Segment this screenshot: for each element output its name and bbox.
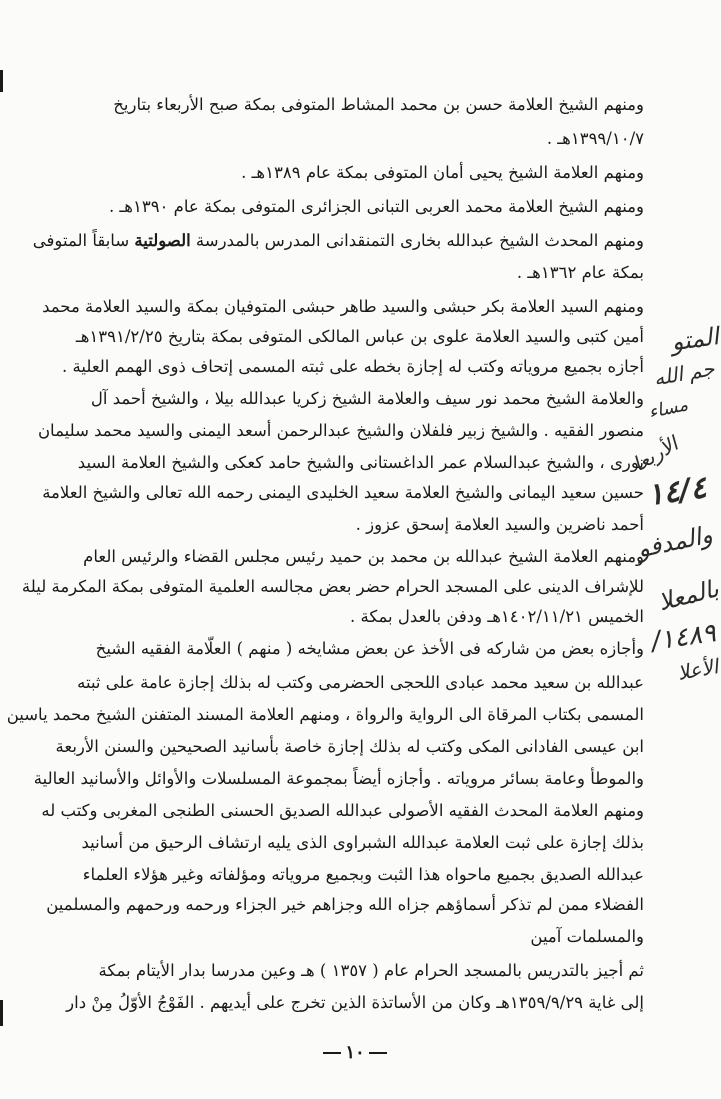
text-line: ومنهم العلامة المحدث الفقيه الأصولى عبدالله الصديق الحسنى الطنجى المغربى وكتب له xyxy=(41,801,644,820)
text-line: وأجازه بعض من شاركه فى الأخذ عن بعض مشايخه ( منهم ) العلّامة الفقيه الشيخ xyxy=(95,639,644,658)
text-line: ومنهم المحدث الشيخ عبدالله بخارى التمنقدانى المدرس بالمدرسة الصولتية سابقاً المتوفى xyxy=(32,231,644,250)
text-line: حسين سعيد اليمانى والشيخ العلامة سعيد الخليدى اليمنى رحمه الله تعالى والشيخ العلامة xyxy=(42,483,644,502)
text-line: للإشراف الدينى على المسجد الحرام حضر بعض مجالسه العلمية المتوفى بمكة المكرمة ليلة xyxy=(21,577,644,596)
text-line: المسمى بكتاب المرقاة الى الرواية والرواة ، ومنهم العلامة المسند المتفنن الشيخ محمد ياسين xyxy=(6,705,644,724)
handwritten-margin-note: جم الله xyxy=(651,356,717,391)
text-line: بمكة عام ١٣٦٢هـ . xyxy=(516,263,644,282)
text-line: أجازه بجميع مروياته وكتب له إجازة بخطه على ثبته المسمى إتحاف ذوى الهمم العلية . xyxy=(62,357,644,376)
handwritten-margin-note: مساء xyxy=(647,394,691,424)
text-line: أحمد ناضرين والسيد العلامة إسحق عزوز . xyxy=(355,515,644,534)
handwritten-margin-note: ١٤٨٩/ xyxy=(649,618,719,657)
text-line: نورى ، والشيخ عبدالسلام عمر الداغستانى والشيخ حامد كعكى والشيخ العلامة السيد xyxy=(77,453,644,472)
text-line: والموطأ وعامة بسائر مروياته . وأجازه أيضاً بمجموعة المسلسلات والأوائل والأسانيد العالية xyxy=(33,769,644,788)
text-line: بذلك إجازة على ثبت العلامة عبدالله الشبراوى الذى يليه ارتشاف الرحيق من أسانيد xyxy=(81,833,644,852)
text-line: ثم أجيز بالتدريس بالمسجد الحرام عام ( ١٣٥٧ ) هـ وعين مدرسا بدار الأيتام بمكة xyxy=(98,961,644,980)
handwritten-margin-note: الأربعا xyxy=(628,431,682,477)
text-line: والمسلمات آمين xyxy=(530,927,644,946)
text-line: ومنهم الشيخ العلامة محمد العربى التبانى الجزائرى المتوفى بمكة عام ١٣٩٠هـ . xyxy=(108,197,644,216)
handwritten-margin-note: والمدفو xyxy=(634,520,715,564)
text-line: ومنهم العلامة الشيخ عبدالله بن محمد بن حميد رئيس مجلس القضاء والرئيس العام xyxy=(83,547,644,566)
text-line: ومنهم الشيخ العلامة حسن بن محمد المشاط المتوفى بمكة صبح الأربعاء بتاريخ xyxy=(113,95,644,114)
text-line: إلى غاية ١٣٥٩/٩/٢٩هـ وكان من الأساتذة الذين تخرج على أيديهم . الفَوْجُ الأوّلُ مِنْ دار xyxy=(66,993,644,1012)
text-line: والعلامة الشيخ محمد نور سيف والعلامة الشيخ زكريا عبدالله بيلا ، والشيخ أحمد آل xyxy=(90,389,644,408)
page-number: ١٠ xyxy=(305,1038,405,1068)
handwritten-margin-note: الأعلا xyxy=(675,654,721,685)
text-line: الخميس ١٤٠٢/١١/٢١هـ ودفن بالعدل بمكة . xyxy=(350,607,644,626)
text-line: عبدالله الصديق بجميع ماحواه هذا الثبت وبجميع مروياته ومؤلفاته وغير هؤلاء العلماء xyxy=(82,865,644,884)
text-line: ومنهم السيد العلامة بكر حبشى والسيد طاهر حبشى المتوفيان بمكة والسيد العلامة محمد xyxy=(42,297,644,316)
text-line: ١٣٩٩/١٠/٧هـ . xyxy=(546,129,644,148)
text-line: أمين كتبى والسيد العلامة علوى بن عباس المالكى المتوفى بمكة بتاريخ ١٣٩١/٢/٢٥هـ xyxy=(75,327,644,346)
text-line: عبدالله بن سعيد محمد عبادى اللحجى الحضرمى وكتب له بذلك إجازة عامة على ثبته xyxy=(77,673,644,692)
text-line: ومنهم العلامة الشيخ يحيى أمان المتوفى بمكة عام ١٣٨٩هـ . xyxy=(241,163,644,182)
binding-edge-mark xyxy=(0,1000,3,1026)
handwritten-margin-note: ١٤/٤ xyxy=(644,470,709,514)
handwritten-margin-note: بالمعلا xyxy=(655,574,721,617)
text-line: ابن عيسى الفادانى المكى وكتب له بذلك إجازة خاصة بأسانيد الصحيحين والسنن الأربعة xyxy=(55,737,644,756)
text-line: الفضلاء ممن لم تذكر أسماؤهم جزاه الله وجزاهم خير الجزاء ورحمه ورحمهم والمسلمين xyxy=(46,895,644,914)
binding-edge-mark xyxy=(0,70,3,92)
handwritten-margin-note: المتو xyxy=(669,322,720,357)
text-line: منصور الفقيه . والشيخ زبير فلفلان والشيخ عبدالرحمن أسعد اليمنى والسيد محمد سليمان xyxy=(37,421,644,440)
